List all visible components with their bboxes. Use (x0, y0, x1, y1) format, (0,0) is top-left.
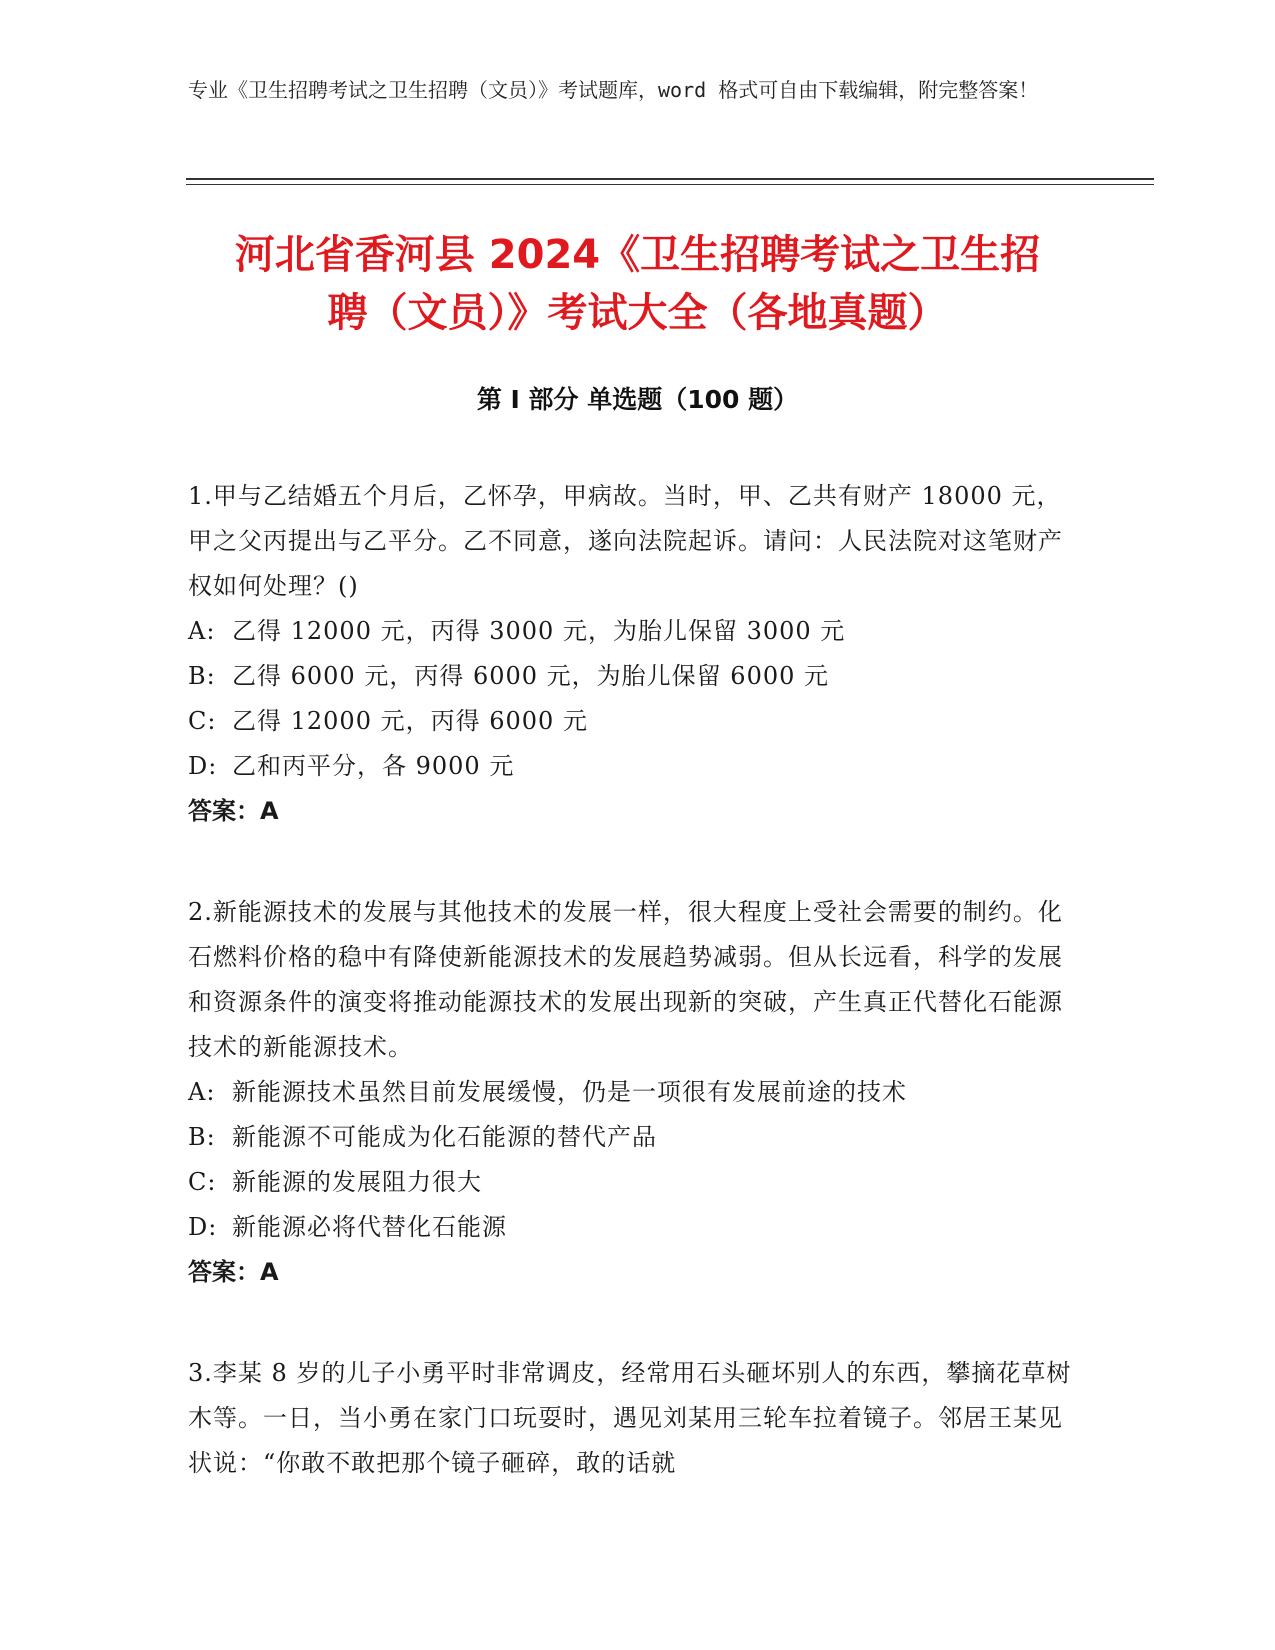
section-title: 第 I 部分 单选题（100 题） (476, 385, 799, 414)
question-stem: 2.新能源技术的发展与其他技术的发展一样，很大程度上受社会需要的制约。化石燃料价格的稳中有降使新能源技术的发展趋势减弱。但从长远看，科学的发展和资源条件的演变将推动能源技术的发展出现新的突破，产生真正代替化石能源技术的新能源技术。 (188, 898, 1063, 1061)
option-text: 新能源必将代替化石能源 (232, 1213, 507, 1241)
option-key: D: (188, 1213, 218, 1241)
option-text: 新能源技术虽然目前发展缓慢，仍是一项很有发展前途的技术 (232, 1078, 907, 1106)
option-b (188, 654, 1078, 699)
document-title-line-2: 聘（文员）》考试大全（各地真题） (327, 290, 948, 336)
option-c (188, 699, 1078, 744)
header-note: 专业《卫生招聘考试之卫生招聘（文员）》考试题库，word 格式可自由下载编辑，附完整答案！ (188, 78, 1039, 102)
question-stem: 3.李某 8 岁的儿子小勇平时非常调皮，经常用石头砸坏别人的东西，攀摘花草树木等。一日，当小勇在家门口玩耍时，遇见刘某用三轮车拉着镜子。邻居王某见状说：“你敢不敢把那个镜子砸碎，敢的话就 (188, 1359, 1072, 1477)
option-text: 新能源不可能成为化石能源的替代产品 (232, 1123, 657, 1151)
option-b (188, 1115, 1078, 1160)
option-key: A: (188, 617, 216, 645)
option-key: C: (188, 1168, 217, 1196)
option-key: D: (188, 752, 218, 780)
header-rule-thin (186, 184, 1154, 185)
answer-line: 答案：A (188, 1258, 279, 1286)
option-key: B: (188, 1123, 216, 1151)
question-2 (188, 890, 1078, 1295)
option-d (188, 744, 1078, 789)
option-text: 新能源的发展阻力很大 (232, 1168, 482, 1196)
option-key: C: (188, 707, 217, 735)
option-key: A: (188, 1078, 216, 1106)
document-title-line-1: 河北省香河县 2024《卫生招聘考试之卫生招 (234, 232, 1041, 278)
question-list (188, 474, 1078, 1542)
option-text: 乙得 6000 元，丙得 6000 元，为胎儿保留 6000 元 (232, 662, 830, 690)
question-stem: 1.甲与乙结婚五个月后，乙怀孕，甲病故。当时，甲、乙共有财产 18000 元，甲之父丙提出与乙平分。乙不同意，遂向法院起诉。请问：人民法院对这笔财产权如何处理？() (188, 482, 1063, 600)
question-1 (188, 474, 1078, 834)
option-key: B: (188, 662, 216, 690)
option-text: 乙得 12000 元，丙得 3000 元，为胎儿保留 3000 元 (232, 617, 846, 645)
header-rule-thick (186, 178, 1154, 180)
option-text: 乙和丙平分，各 9000 元 (232, 752, 515, 780)
question-3 (188, 1351, 1078, 1486)
option-d (188, 1205, 1078, 1250)
option-c (188, 1160, 1078, 1205)
option-a (188, 1070, 1078, 1115)
document-title (150, 226, 1125, 342)
answer-line: 答案：A (188, 797, 279, 825)
option-text: 乙得 12000 元，丙得 6000 元 (232, 707, 588, 735)
option-a (188, 609, 1078, 654)
